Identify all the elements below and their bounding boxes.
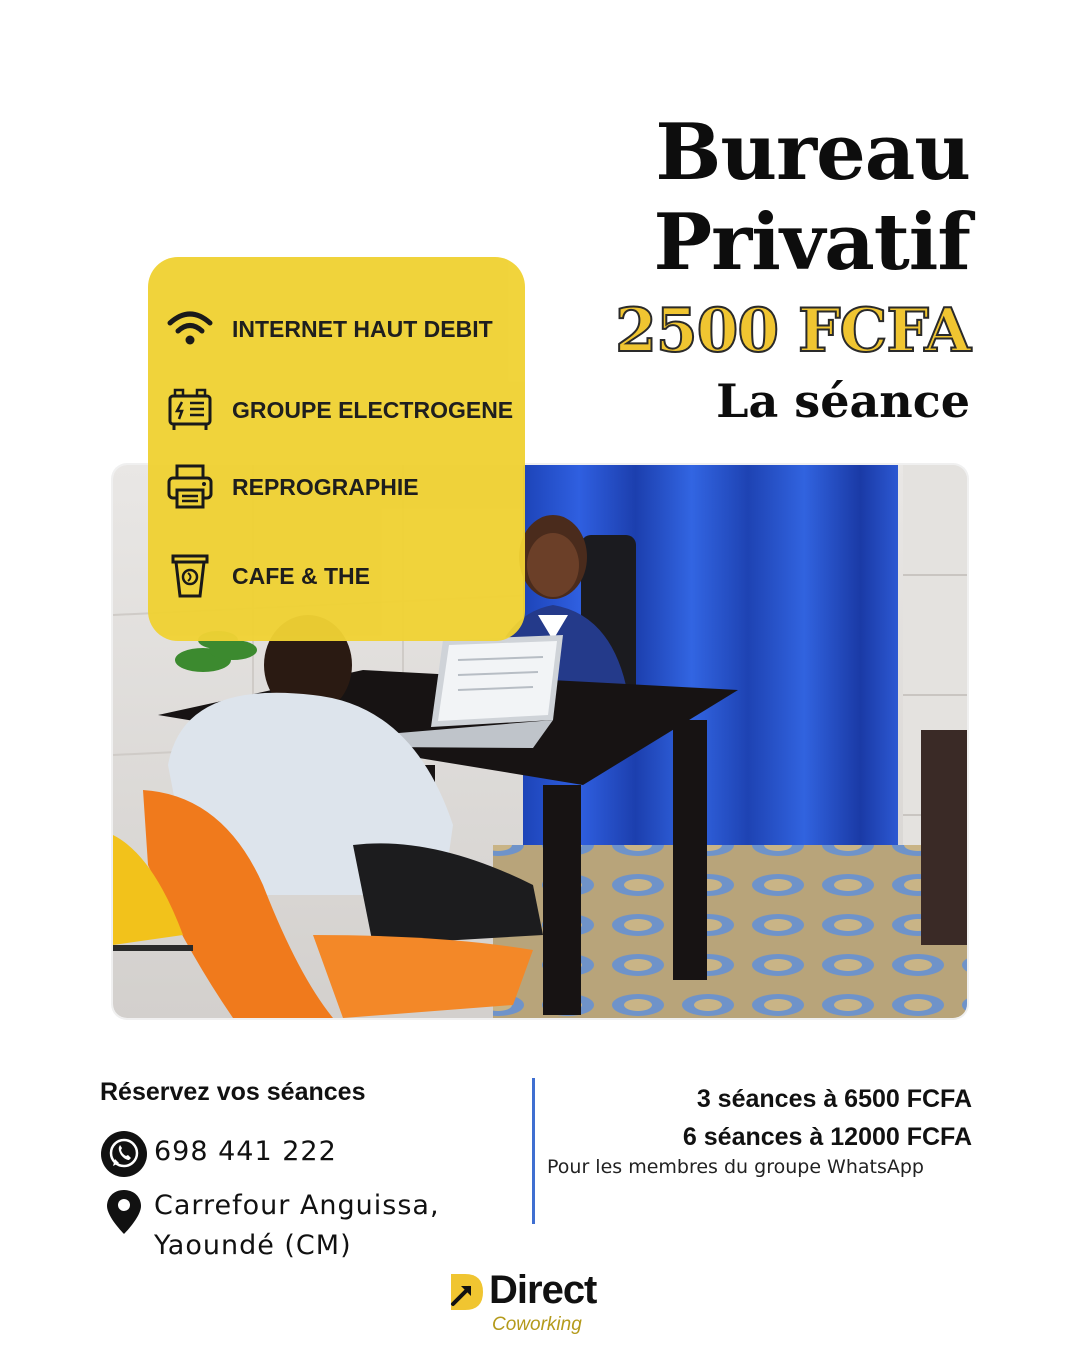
direct-logo-icon [447,1272,487,1316]
vertical-divider [532,1078,535,1224]
wifi-icon [166,305,214,353]
headline [615,108,970,432]
address-line-2: Yaoundé (CM) [154,1230,352,1261]
address-row [100,1186,440,1266]
logo-name: Direct [489,1268,597,1312]
offer-6-sessions: 6 séances à 12000 FCFA [682,1123,972,1151]
feature-reprographie [166,463,419,511]
phone-row [100,1130,337,1178]
feature-label: CAFE & THE [232,562,370,589]
price: 2500 FCFA [615,296,970,366]
per-session-label: La séance [716,374,970,428]
printer-icon [166,463,214,511]
feature-label: INTERNET HAUT DEBIT [232,315,493,342]
offers [683,1080,972,1156]
feature-cafe [166,552,370,600]
generator-icon [166,386,214,434]
brand-logo [447,1268,627,1340]
address-line-1: Carrefour Anguissa, [154,1190,440,1221]
features-card [148,257,525,641]
logo-subtitle: Coworking [492,1314,582,1335]
feature-generator [166,386,513,434]
offer-3-sessions: 3 séances à 6500 FCFA [696,1085,972,1113]
whatsapp-icon [100,1130,148,1178]
location-pin-icon [100,1186,148,1238]
feature-label: REPROGRAPHIE [232,473,419,500]
offer-note: Pour les membres du groupe WhatsApp [547,1156,924,1178]
title-line-2: Privatif [653,197,970,288]
feature-internet [166,305,493,353]
title-line-1: Bureau [655,107,970,198]
feature-label: GROUPE ELECTROGENE [232,396,514,423]
phone-number[interactable]: 698 441 222 [154,1136,337,1167]
booking-title: Réservez vos séances [100,1078,366,1106]
coffee-cup-icon [166,552,214,600]
